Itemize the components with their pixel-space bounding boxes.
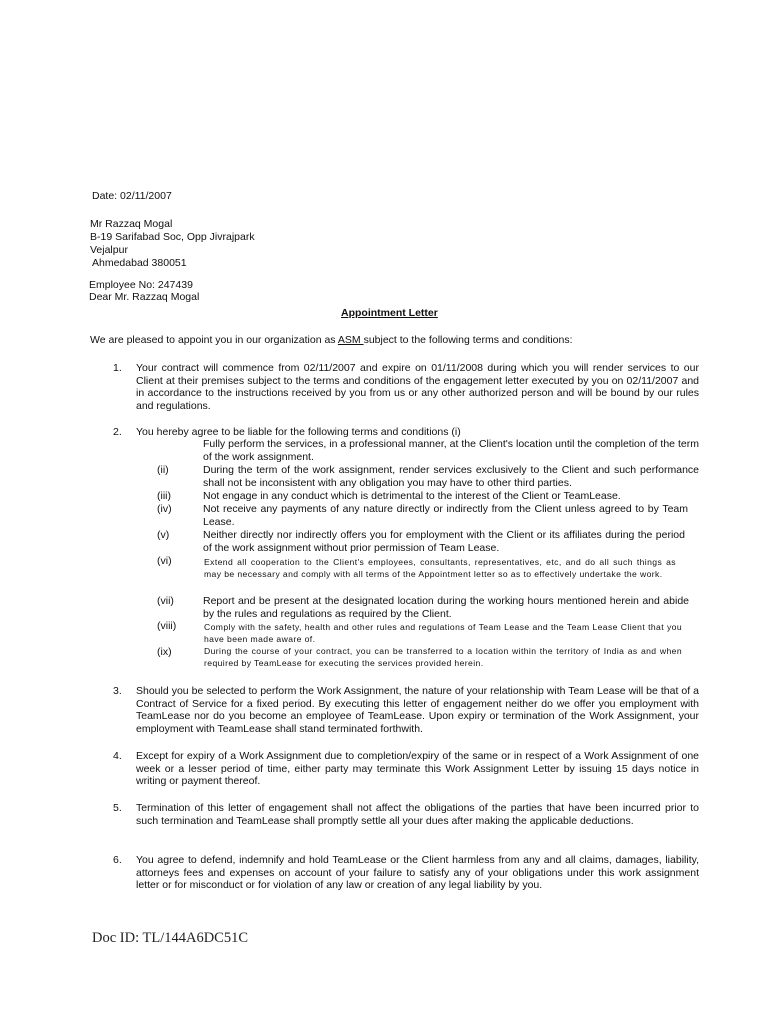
clause-number: 5. — [113, 802, 122, 814]
clause-text: You agree to defend, indemnify and hold TeamLease or the Client harmless from any and all claims, damages, liability, attorneys fees and expenses on account of your failure to satisfy any of your obligations under this work assignment letter or for misconduct or for violation of any law or creation of any legal liability by you. — [136, 854, 699, 891]
employee-number: Employee No: 247439 — [89, 279, 193, 291]
subclause-text: Not engage in any conduct which is detrimental to the interest of the Client or TeamLease. — [203, 490, 621, 502]
address-line: B-19 Sarifabad Soc, Opp Jivrajpark — [90, 231, 255, 243]
subclause-number: (v) — [157, 529, 170, 541]
address-line: Ahmedabad 380051 — [92, 257, 187, 269]
subclause-text: Not receive any payments of any nature directly or indirectly from the Client unless agreed to by Team Lease. — [203, 503, 688, 528]
subclause-text: Fully perform the services, in a professional manner, at the Client's location until the completion of the term of the work assignment. — [203, 438, 699, 463]
subclause-number: (viii) — [157, 620, 177, 632]
intro-text: We are pleased to appoint you in our organization as — [90, 334, 338, 346]
subclause-text: Comply with the safety, health and other rules and regulations of Team Lease and the Team Lease Client that you have been made aware of. — [204, 622, 682, 644]
subclause-number: (ii) — [157, 464, 169, 476]
subclause-text: Report and be present at the designated location during the working hours mentioned herein and abide by the rules and regulations as required by the Client. — [203, 595, 689, 620]
subclause-number: (ix) — [157, 646, 172, 658]
clause-text: Should you be selected to perform the Work Assignment, the nature of your relationship with Team Lease will be that of a Contract of Service for a fixed period. By executing this letter of engagement neither do we offer you employment with TeamLease nor do you become an employee of TeamLease. Upon expiry or termination of the Work Assignment, your employment with TeamLease shall stand terminated forthwith. — [136, 685, 699, 735]
letter-date: Date: 02/11/2007 — [92, 190, 172, 202]
salutation: Dear Mr. Razzaq Mogal — [89, 291, 200, 303]
clause-text: Except for expiry of a Work Assignment due to completion/expiry of the same or in respect of a Work Assignment of one week or a lesser period of time, either party may terminate this Work Assignment Letter by issuing 15 days notice in writing or payment thereof. — [136, 750, 699, 787]
intro-paragraph — [90, 334, 573, 347]
clause-number: 6. — [113, 854, 122, 866]
clause-number: 1. — [113, 362, 122, 374]
subclause-number: (vi) — [157, 555, 172, 567]
clause-text: Your contract will commence from 02/11/2007 and expire on 01/11/2008 during which you will render services to our Client at their premises subject to the terms and conditions of the engagement letter executed by you on 02/11/2007 and in accordance to the instructions received by you from us or any other authorized person and will be bound by our rules and regulations. — [136, 362, 699, 412]
subclause-text: During the term of the work assignment, render services exclusively to the Client and such performance shall not be inconsistent with any obligation you may have to other third parties. — [203, 464, 699, 489]
clause-text: You hereby agree to be liable for the following terms and conditions (i) — [136, 426, 461, 438]
document-id: Doc ID: TL/144A6DC51C — [92, 930, 249, 946]
intro-text-end: subject to the following terms and conditions: — [363, 334, 573, 346]
address-line: Vejalpur — [90, 244, 128, 256]
clause-text: Termination of this letter of engagement shall not affect the obligations of the parties that have been incurred prior to such termination and TeamLease shall promptly settle all your dues after making the applicable deductions. — [136, 802, 699, 827]
clause-number: 2. — [113, 426, 122, 438]
subclause-number: (iv) — [157, 503, 172, 515]
subclause-text: During the course of your contract, you can be transferred to a location within the territory of India as and when required by TeamLease for executing the services provided herein. — [204, 646, 682, 668]
clause-number: 3. — [113, 685, 122, 697]
subclause-text: Neither directly nor indirectly offers you for employment with the Client or its affiliates during the period of the work assignment without prior permission of Team Lease. — [203, 529, 685, 554]
role-text: ASM — [337, 334, 364, 346]
subclause-number: (vii) — [157, 595, 174, 607]
address-line: Mr Razzaq Mogal — [90, 218, 173, 230]
subclause-text: Extend all cooperation to the Client's employees, consultants, representatives, etc, and do all such things as may be necessary and comply with all terms of the Appointment letter so as to effectively undertake the work. — [204, 557, 676, 579]
clause-number: 4. — [113, 750, 122, 762]
page-title: Appointment Letter — [341, 307, 438, 319]
subclause-number: (iii) — [157, 490, 171, 502]
